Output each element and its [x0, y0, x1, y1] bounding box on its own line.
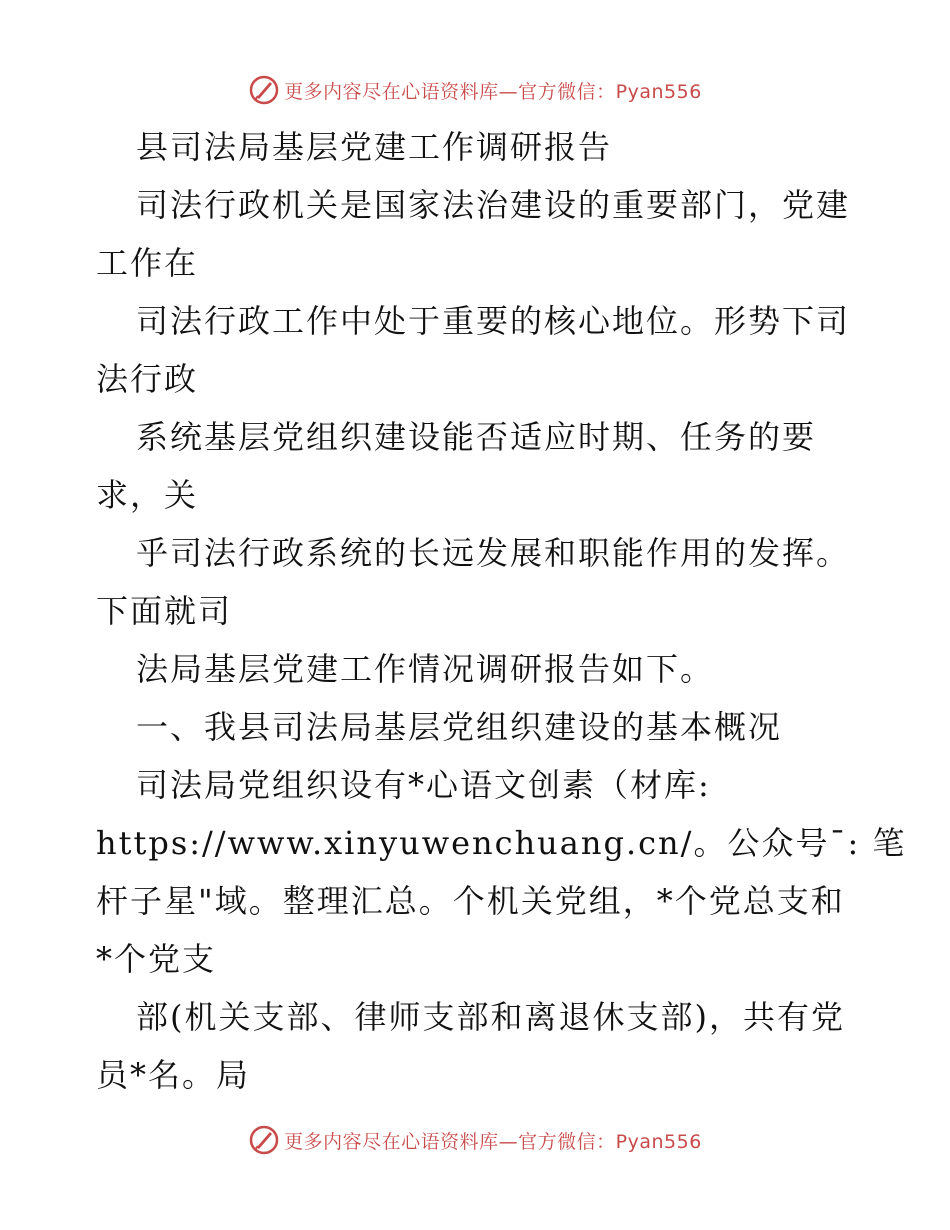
document-line: 司法局党组织设有*心语文创素（材库: — [136, 766, 711, 804]
document-line: 法局基层党建工作情况调研报告如下。 — [136, 650, 715, 688]
watermark-text: 更多内容尽在心语资料库—官方微信：Pyan556 — [284, 80, 702, 103]
document-line: 员*名。局 — [96, 1056, 251, 1094]
watermark-banner-top — [0, 70, 950, 110]
document-line: 杆子星"域。整理汇总。个机关党组，*个党总支和 — [96, 882, 845, 920]
document-line: 部(机关支部、律师支部和离退休支部)，共有党 — [136, 998, 845, 1036]
document-line: 系统基层党组织建设能否适应时期、任务的要 — [136, 418, 817, 456]
document-body — [96, 118, 907, 1104]
document-line: 司法行政机关是国家法治建设的重要部门，党建 — [136, 186, 851, 224]
quill-circle-icon — [248, 1124, 280, 1156]
document-line: 乎司法行政系统的长远发展和职能作用的发挥。 — [136, 534, 851, 572]
watermark-account: Pyan556 — [615, 1130, 702, 1153]
document-line: *个党支 — [96, 940, 217, 978]
watermark-banner-bottom — [0, 1120, 950, 1160]
document-line: 下面就司 — [96, 592, 233, 630]
document-line: 求，关 — [96, 476, 199, 514]
document-line: 法行政 — [96, 360, 199, 398]
document-line: 县司法局基层党建工作调研报告 — [136, 128, 613, 166]
document-line: 一、我县司法局基层党组织建设的基本概况 — [136, 708, 783, 746]
watermark-account: Pyan556 — [615, 80, 702, 103]
watermark-text: 更多内容尽在心语资料库—官方微信：Pyan556 — [284, 1130, 702, 1153]
document-line: 司法行政工作中处于重要的核心地位。形势下司 — [136, 302, 851, 340]
document-line: https://www.xinyuwenchuang.cn/。公众号¯: 笔 — [96, 824, 907, 862]
document-line: 工作在 — [96, 244, 199, 282]
quill-circle-icon — [248, 74, 280, 106]
